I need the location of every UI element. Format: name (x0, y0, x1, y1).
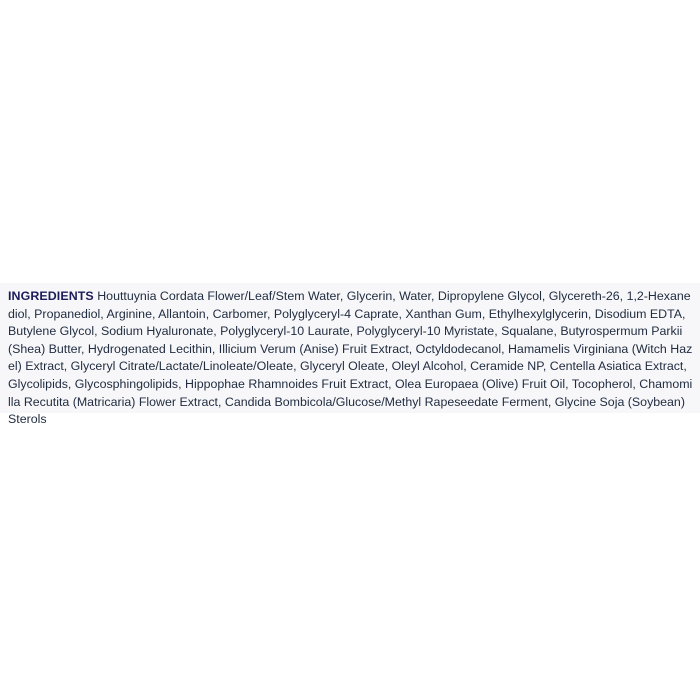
ingredients-heading: INGREDIENTS (8, 289, 94, 303)
ingredients-text (8, 288, 694, 429)
ingredients-list: Houttuynia Cordata Flower/Leaf/Stem Water, Glycerin, Water, Dipropylene Glycol, Glycereth-26, 1,2-Hexanediol, Propanediol, Arginine, Allantoin, Carbomer, Polyglyceryl-4 Caprate, Xanthan Gum, Ethylhexylglycerin, Disodium EDTA, Butylene Glycol, Sodium Hyaluronate, Polyglyceryl-10 Laurate, Polyglyceryl-10 Myristate, Squalane, Butyrospermum Parkii (Shea) Butter, Hydrogenated Lecithin, Illicium Verum (Anise) Fruit Extract, Octyldodecanol, Hamamelis Virginiana (Witch Hazel) Extract, Glyceryl Citrate/Lactate/Linoleate/Oleate, Glyceryl Oleate, Oleyl Alcohol, Ceramide NP, Centella Asiatica Extract, Glycolipids, Glycosphingolipids, Hippophae Rhamnoides Fruit Extract, Olea Europaea (Olive) Fruit Oil, Tocopherol, Chamomilla Recutita (Matricaria) Flower Extract, Candida Bombicola/Glucose/Methyl Rapeseedate Ferment, Glycine Soja (Soybean) Sterols (8, 289, 693, 427)
